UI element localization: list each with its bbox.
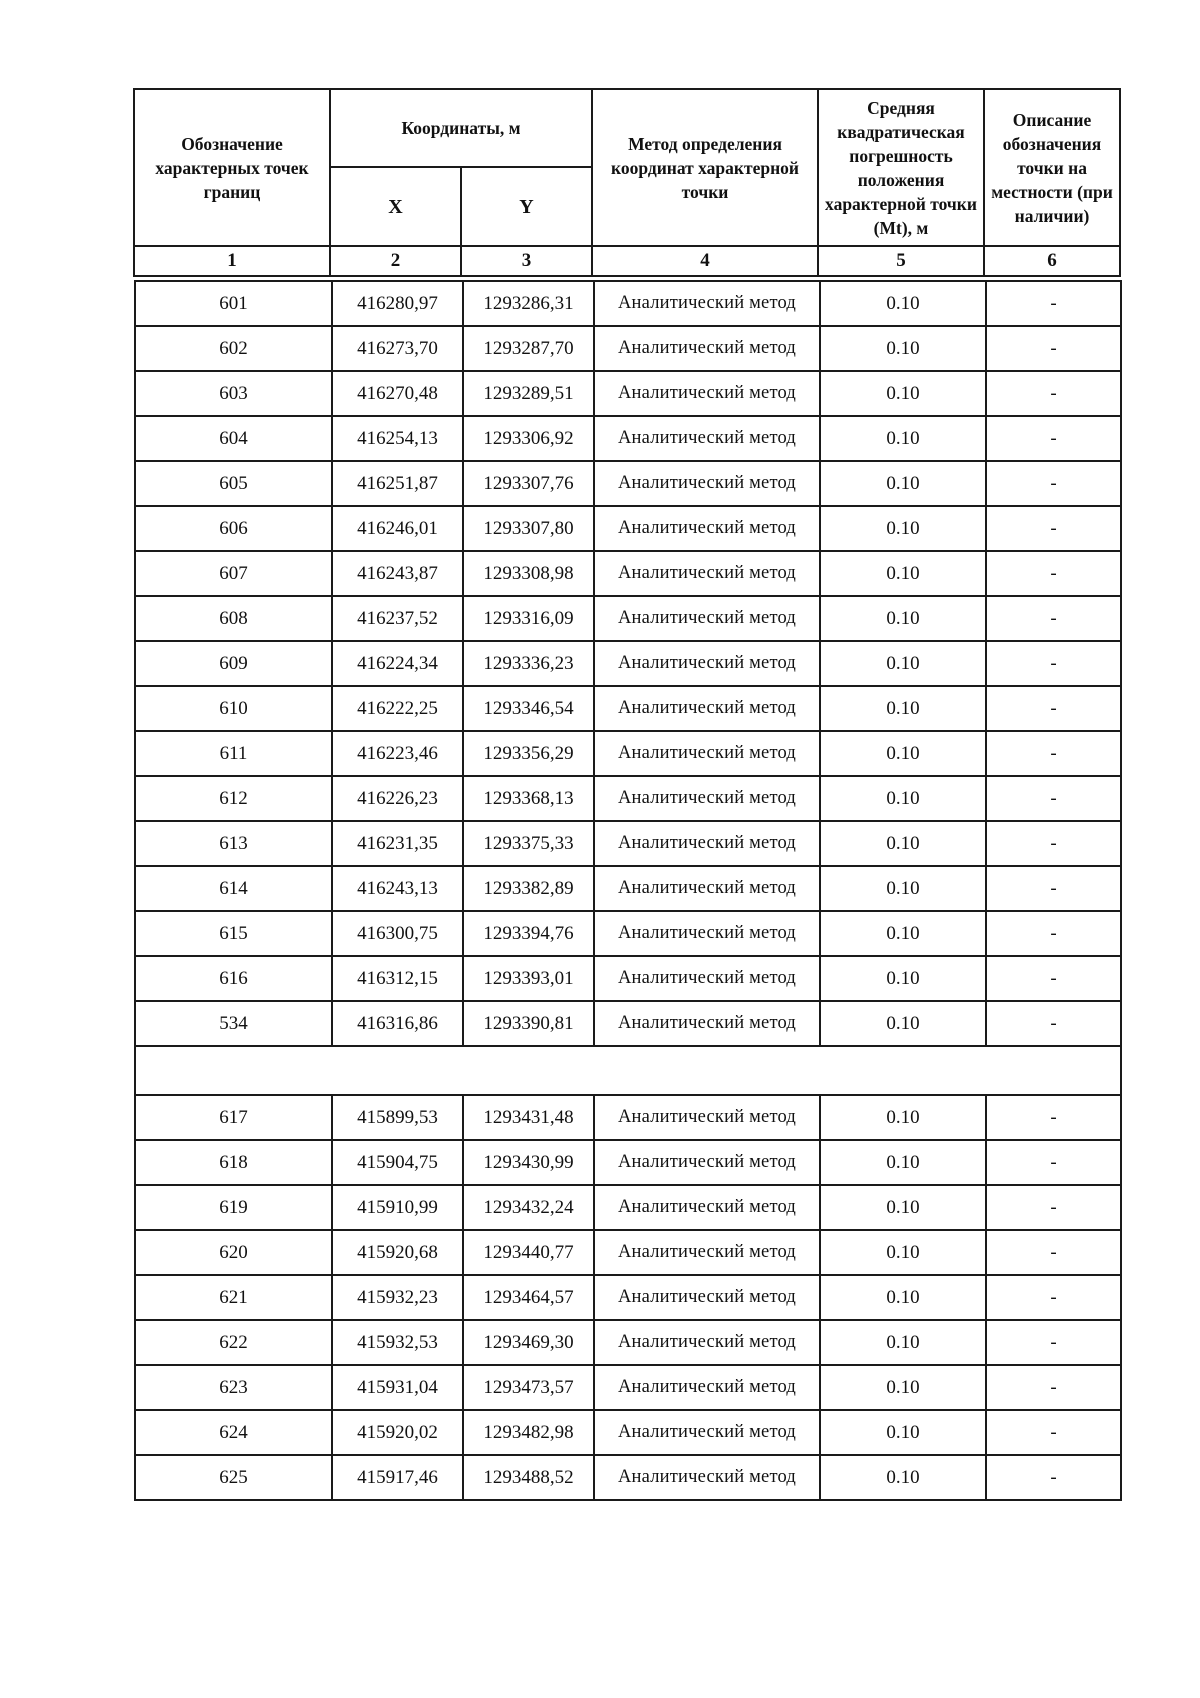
coordinate-x-cell: 416237,52 xyxy=(332,596,463,641)
mean-square-error-cell: 0.10 xyxy=(820,1230,986,1275)
point-number-cell: 612 xyxy=(135,776,332,821)
coordinate-y-cell: 1293316,09 xyxy=(463,596,594,641)
mean-square-error-cell: 0.10 xyxy=(820,1320,986,1365)
coordinate-y-cell: 1293394,76 xyxy=(463,911,594,956)
coordinate-x-cell: 416316,86 xyxy=(332,1001,463,1046)
table-row xyxy=(135,1275,1121,1320)
point-number-cell: 534 xyxy=(135,1001,332,1046)
description-cell: - xyxy=(986,551,1121,596)
mean-square-error-cell: 0.10 xyxy=(820,776,986,821)
mean-square-error-cell: 0.10 xyxy=(820,326,986,371)
coordinate-y-cell: 1293306,92 xyxy=(463,416,594,461)
method-cell: Аналитический метод xyxy=(594,416,820,461)
coordinate-y-cell: 1293393,01 xyxy=(463,956,594,1001)
method-cell: Аналитический метод xyxy=(594,1410,820,1455)
point-number-cell: 606 xyxy=(135,506,332,551)
mean-square-error-cell: 0.10 xyxy=(820,731,986,776)
coordinate-x-cell: 416231,35 xyxy=(332,821,463,866)
description-cell: - xyxy=(986,1140,1121,1185)
method-cell: Аналитический метод xyxy=(594,326,820,371)
description-cell: - xyxy=(986,821,1121,866)
table-body xyxy=(135,281,1121,1500)
method-cell: Аналитический метод xyxy=(594,1095,820,1140)
coordinate-y-cell: 1293482,98 xyxy=(463,1410,594,1455)
point-number-cell: 617 xyxy=(135,1095,332,1140)
separator-row xyxy=(135,1046,1121,1095)
description-cell: - xyxy=(986,1095,1121,1140)
point-number-cell: 611 xyxy=(135,731,332,776)
table-row xyxy=(135,596,1121,641)
table-row xyxy=(135,911,1121,956)
coordinate-x-cell: 416243,13 xyxy=(332,866,463,911)
header-y: Y xyxy=(461,167,592,246)
point-number-cell: 603 xyxy=(135,371,332,416)
method-cell: Аналитический метод xyxy=(594,371,820,416)
mean-square-error-cell: 0.10 xyxy=(820,1275,986,1320)
mean-square-error-cell: 0.10 xyxy=(820,821,986,866)
coordinate-y-cell: 1293469,30 xyxy=(463,1320,594,1365)
method-cell: Аналитический метод xyxy=(594,821,820,866)
point-number-cell: 607 xyxy=(135,551,332,596)
coordinate-x-cell: 416254,13 xyxy=(332,416,463,461)
table-row xyxy=(135,686,1121,731)
column-number: 2 xyxy=(330,246,461,276)
coordinate-x-cell: 415899,53 xyxy=(332,1095,463,1140)
point-number-cell: 616 xyxy=(135,956,332,1001)
description-cell: - xyxy=(986,1455,1121,1500)
table-row xyxy=(135,1365,1121,1410)
coordinate-y-cell: 1293307,80 xyxy=(463,506,594,551)
description-cell: - xyxy=(986,866,1121,911)
table-row xyxy=(135,731,1121,776)
method-cell: Аналитический метод xyxy=(594,596,820,641)
description-cell: - xyxy=(986,1230,1121,1275)
coordinate-x-cell: 416273,70 xyxy=(332,326,463,371)
method-cell: Аналитический метод xyxy=(594,506,820,551)
description-cell: - xyxy=(986,416,1121,461)
point-number-cell: 610 xyxy=(135,686,332,731)
point-number-cell: 609 xyxy=(135,641,332,686)
coordinate-x-cell: 415920,02 xyxy=(332,1410,463,1455)
point-number-cell: 615 xyxy=(135,911,332,956)
point-number-cell: 625 xyxy=(135,1455,332,1500)
point-number-cell: 608 xyxy=(135,596,332,641)
coordinates-table xyxy=(134,280,1122,1501)
coordinate-y-cell: 1293346,54 xyxy=(463,686,594,731)
method-cell: Аналитический метод xyxy=(594,1455,820,1500)
column-number: 5 xyxy=(818,246,984,276)
header-point-designation: Обозначение характерных точек границ xyxy=(134,89,330,246)
header-mean-square-error: Средняя квадратическая погрешность положения характерной точки (Mt), м xyxy=(818,89,984,246)
header-description: Описание обозначения точки на местности (при наличии) xyxy=(984,89,1120,246)
table-row xyxy=(135,641,1121,686)
description-cell: - xyxy=(986,1001,1121,1046)
method-cell: Аналитический метод xyxy=(594,1230,820,1275)
point-number-cell: 624 xyxy=(135,1410,332,1455)
table-row xyxy=(135,1095,1121,1140)
table-row xyxy=(135,461,1121,506)
point-number-cell: 613 xyxy=(135,821,332,866)
coordinate-x-cell: 415917,46 xyxy=(332,1455,463,1500)
header-x: X xyxy=(330,167,461,246)
method-cell: Аналитический метод xyxy=(594,866,820,911)
coordinate-x-cell: 416226,23 xyxy=(332,776,463,821)
coordinate-x-cell: 416300,75 xyxy=(332,911,463,956)
table-row xyxy=(135,1230,1121,1275)
coordinate-y-cell: 1293431,48 xyxy=(463,1095,594,1140)
description-cell: - xyxy=(986,1320,1121,1365)
coordinate-x-cell: 415904,75 xyxy=(332,1140,463,1185)
coordinate-y-cell: 1293473,57 xyxy=(463,1365,594,1410)
coordinate-y-cell: 1293289,51 xyxy=(463,371,594,416)
coordinate-y-cell: 1293375,33 xyxy=(463,821,594,866)
mean-square-error-cell: 0.10 xyxy=(820,1095,986,1140)
coordinate-y-cell: 1293356,29 xyxy=(463,731,594,776)
method-cell: Аналитический метод xyxy=(594,776,820,821)
coordinate-y-cell: 1293307,76 xyxy=(463,461,594,506)
coordinate-x-cell: 416251,87 xyxy=(332,461,463,506)
description-cell: - xyxy=(986,956,1121,1001)
table-row xyxy=(135,1410,1121,1455)
coordinate-x-cell: 416243,87 xyxy=(332,551,463,596)
coordinate-y-cell: 1293432,24 xyxy=(463,1185,594,1230)
description-cell: - xyxy=(986,596,1121,641)
mean-square-error-cell: 0.10 xyxy=(820,1185,986,1230)
method-cell: Аналитический метод xyxy=(594,1320,820,1365)
mean-square-error-cell: 0.10 xyxy=(820,281,986,326)
point-number-cell: 623 xyxy=(135,1365,332,1410)
mean-square-error-cell: 0.10 xyxy=(820,1001,986,1046)
method-cell: Аналитический метод xyxy=(594,1001,820,1046)
mean-square-error-cell: 0.10 xyxy=(820,1365,986,1410)
coordinate-y-cell: 1293430,99 xyxy=(463,1140,594,1185)
coordinate-x-cell: 415910,99 xyxy=(332,1185,463,1230)
mean-square-error-cell: 0.10 xyxy=(820,416,986,461)
table-row xyxy=(135,371,1121,416)
header-column-numbers xyxy=(134,246,1120,276)
table-row xyxy=(135,416,1121,461)
coordinate-x-cell: 415920,68 xyxy=(332,1230,463,1275)
method-cell: Аналитический метод xyxy=(594,956,820,1001)
table-row xyxy=(135,551,1121,596)
table-row xyxy=(135,1140,1121,1185)
coordinate-y-cell: 1293464,57 xyxy=(463,1275,594,1320)
coordinate-x-cell: 415932,53 xyxy=(332,1320,463,1365)
method-cell: Аналитический метод xyxy=(594,686,820,731)
coordinate-y-cell: 1293390,81 xyxy=(463,1001,594,1046)
table-row xyxy=(135,956,1121,1001)
point-number-cell: 621 xyxy=(135,1275,332,1320)
coordinate-y-cell: 1293368,13 xyxy=(463,776,594,821)
description-cell: - xyxy=(986,1185,1121,1230)
point-number-cell: 622 xyxy=(135,1320,332,1365)
mean-square-error-cell: 0.10 xyxy=(820,956,986,1001)
table-row xyxy=(135,1320,1121,1365)
column-number: 3 xyxy=(461,246,592,276)
coordinate-y-cell: 1293382,89 xyxy=(463,866,594,911)
description-cell: - xyxy=(986,1365,1121,1410)
method-cell: Аналитический метод xyxy=(594,551,820,596)
coordinate-x-cell: 416280,97 xyxy=(332,281,463,326)
mean-square-error-cell: 0.10 xyxy=(820,596,986,641)
point-number-cell: 605 xyxy=(135,461,332,506)
point-number-cell: 618 xyxy=(135,1140,332,1185)
method-cell: Аналитический метод xyxy=(594,1140,820,1185)
method-cell: Аналитический метод xyxy=(594,281,820,326)
table-row xyxy=(135,821,1121,866)
method-cell: Аналитический метод xyxy=(594,1275,820,1320)
description-cell: - xyxy=(986,371,1121,416)
mean-square-error-cell: 0.10 xyxy=(820,551,986,596)
table-row xyxy=(135,281,1121,326)
table-row xyxy=(135,866,1121,911)
description-cell: - xyxy=(986,641,1121,686)
coordinate-y-cell: 1293287,70 xyxy=(463,326,594,371)
mean-square-error-cell: 0.10 xyxy=(820,506,986,551)
header-coordinates: Координаты, м xyxy=(330,89,592,167)
description-cell: - xyxy=(986,461,1121,506)
coordinate-x-cell: 416312,15 xyxy=(332,956,463,1001)
table-row xyxy=(135,1455,1121,1500)
mean-square-error-cell: 0.10 xyxy=(820,911,986,956)
coordinate-y-cell: 1293336,23 xyxy=(463,641,594,686)
description-cell: - xyxy=(986,1410,1121,1455)
coordinate-x-cell: 416222,25 xyxy=(332,686,463,731)
coordinate-x-cell: 416246,01 xyxy=(332,506,463,551)
coordinate-y-cell: 1293440,77 xyxy=(463,1230,594,1275)
description-cell: - xyxy=(986,281,1121,326)
header-method: Метод определения координат характерной точки xyxy=(592,89,818,246)
mean-square-error-cell: 0.10 xyxy=(820,686,986,731)
table-row xyxy=(135,1001,1121,1046)
point-number-cell: 620 xyxy=(135,1230,332,1275)
column-number: 1 xyxy=(134,246,330,276)
point-number-cell: 614 xyxy=(135,866,332,911)
mean-square-error-cell: 0.10 xyxy=(820,1455,986,1500)
coordinate-x-cell: 415931,04 xyxy=(332,1365,463,1410)
point-number-cell: 601 xyxy=(135,281,332,326)
description-cell: - xyxy=(986,731,1121,776)
point-number-cell: 604 xyxy=(135,416,332,461)
description-cell: - xyxy=(986,1275,1121,1320)
method-cell: Аналитический метод xyxy=(594,641,820,686)
method-cell: Аналитический метод xyxy=(594,731,820,776)
mean-square-error-cell: 0.10 xyxy=(820,641,986,686)
point-number-cell: 602 xyxy=(135,326,332,371)
coordinate-y-cell: 1293286,31 xyxy=(463,281,594,326)
description-cell: - xyxy=(986,776,1121,821)
point-number-cell: 619 xyxy=(135,1185,332,1230)
method-cell: Аналитический метод xyxy=(594,1185,820,1230)
mean-square-error-cell: 0.10 xyxy=(820,1410,986,1455)
table-row xyxy=(135,506,1121,551)
coordinate-x-cell: 416223,46 xyxy=(332,731,463,776)
coordinate-y-cell: 1293488,52 xyxy=(463,1455,594,1500)
table-header xyxy=(133,88,1121,277)
coordinate-x-cell: 416270,48 xyxy=(332,371,463,416)
table-row xyxy=(135,326,1121,371)
method-cell: Аналитический метод xyxy=(594,461,820,506)
description-cell: - xyxy=(986,506,1121,551)
mean-square-error-cell: 0.10 xyxy=(820,461,986,506)
table-row xyxy=(135,776,1121,821)
coordinate-x-cell: 416224,34 xyxy=(332,641,463,686)
coordinate-x-cell: 415932,23 xyxy=(332,1275,463,1320)
column-number: 4 xyxy=(592,246,818,276)
mean-square-error-cell: 0.10 xyxy=(820,866,986,911)
mean-square-error-cell: 0.10 xyxy=(820,1140,986,1185)
description-cell: - xyxy=(986,686,1121,731)
coordinate-y-cell: 1293308,98 xyxy=(463,551,594,596)
method-cell: Аналитический метод xyxy=(594,911,820,956)
separator-cell xyxy=(135,1046,1121,1095)
method-cell: Аналитический метод xyxy=(594,1365,820,1410)
column-number: 6 xyxy=(984,246,1120,276)
table-row xyxy=(135,1185,1121,1230)
description-cell: - xyxy=(986,911,1121,956)
mean-square-error-cell: 0.10 xyxy=(820,371,986,416)
description-cell: - xyxy=(986,326,1121,371)
